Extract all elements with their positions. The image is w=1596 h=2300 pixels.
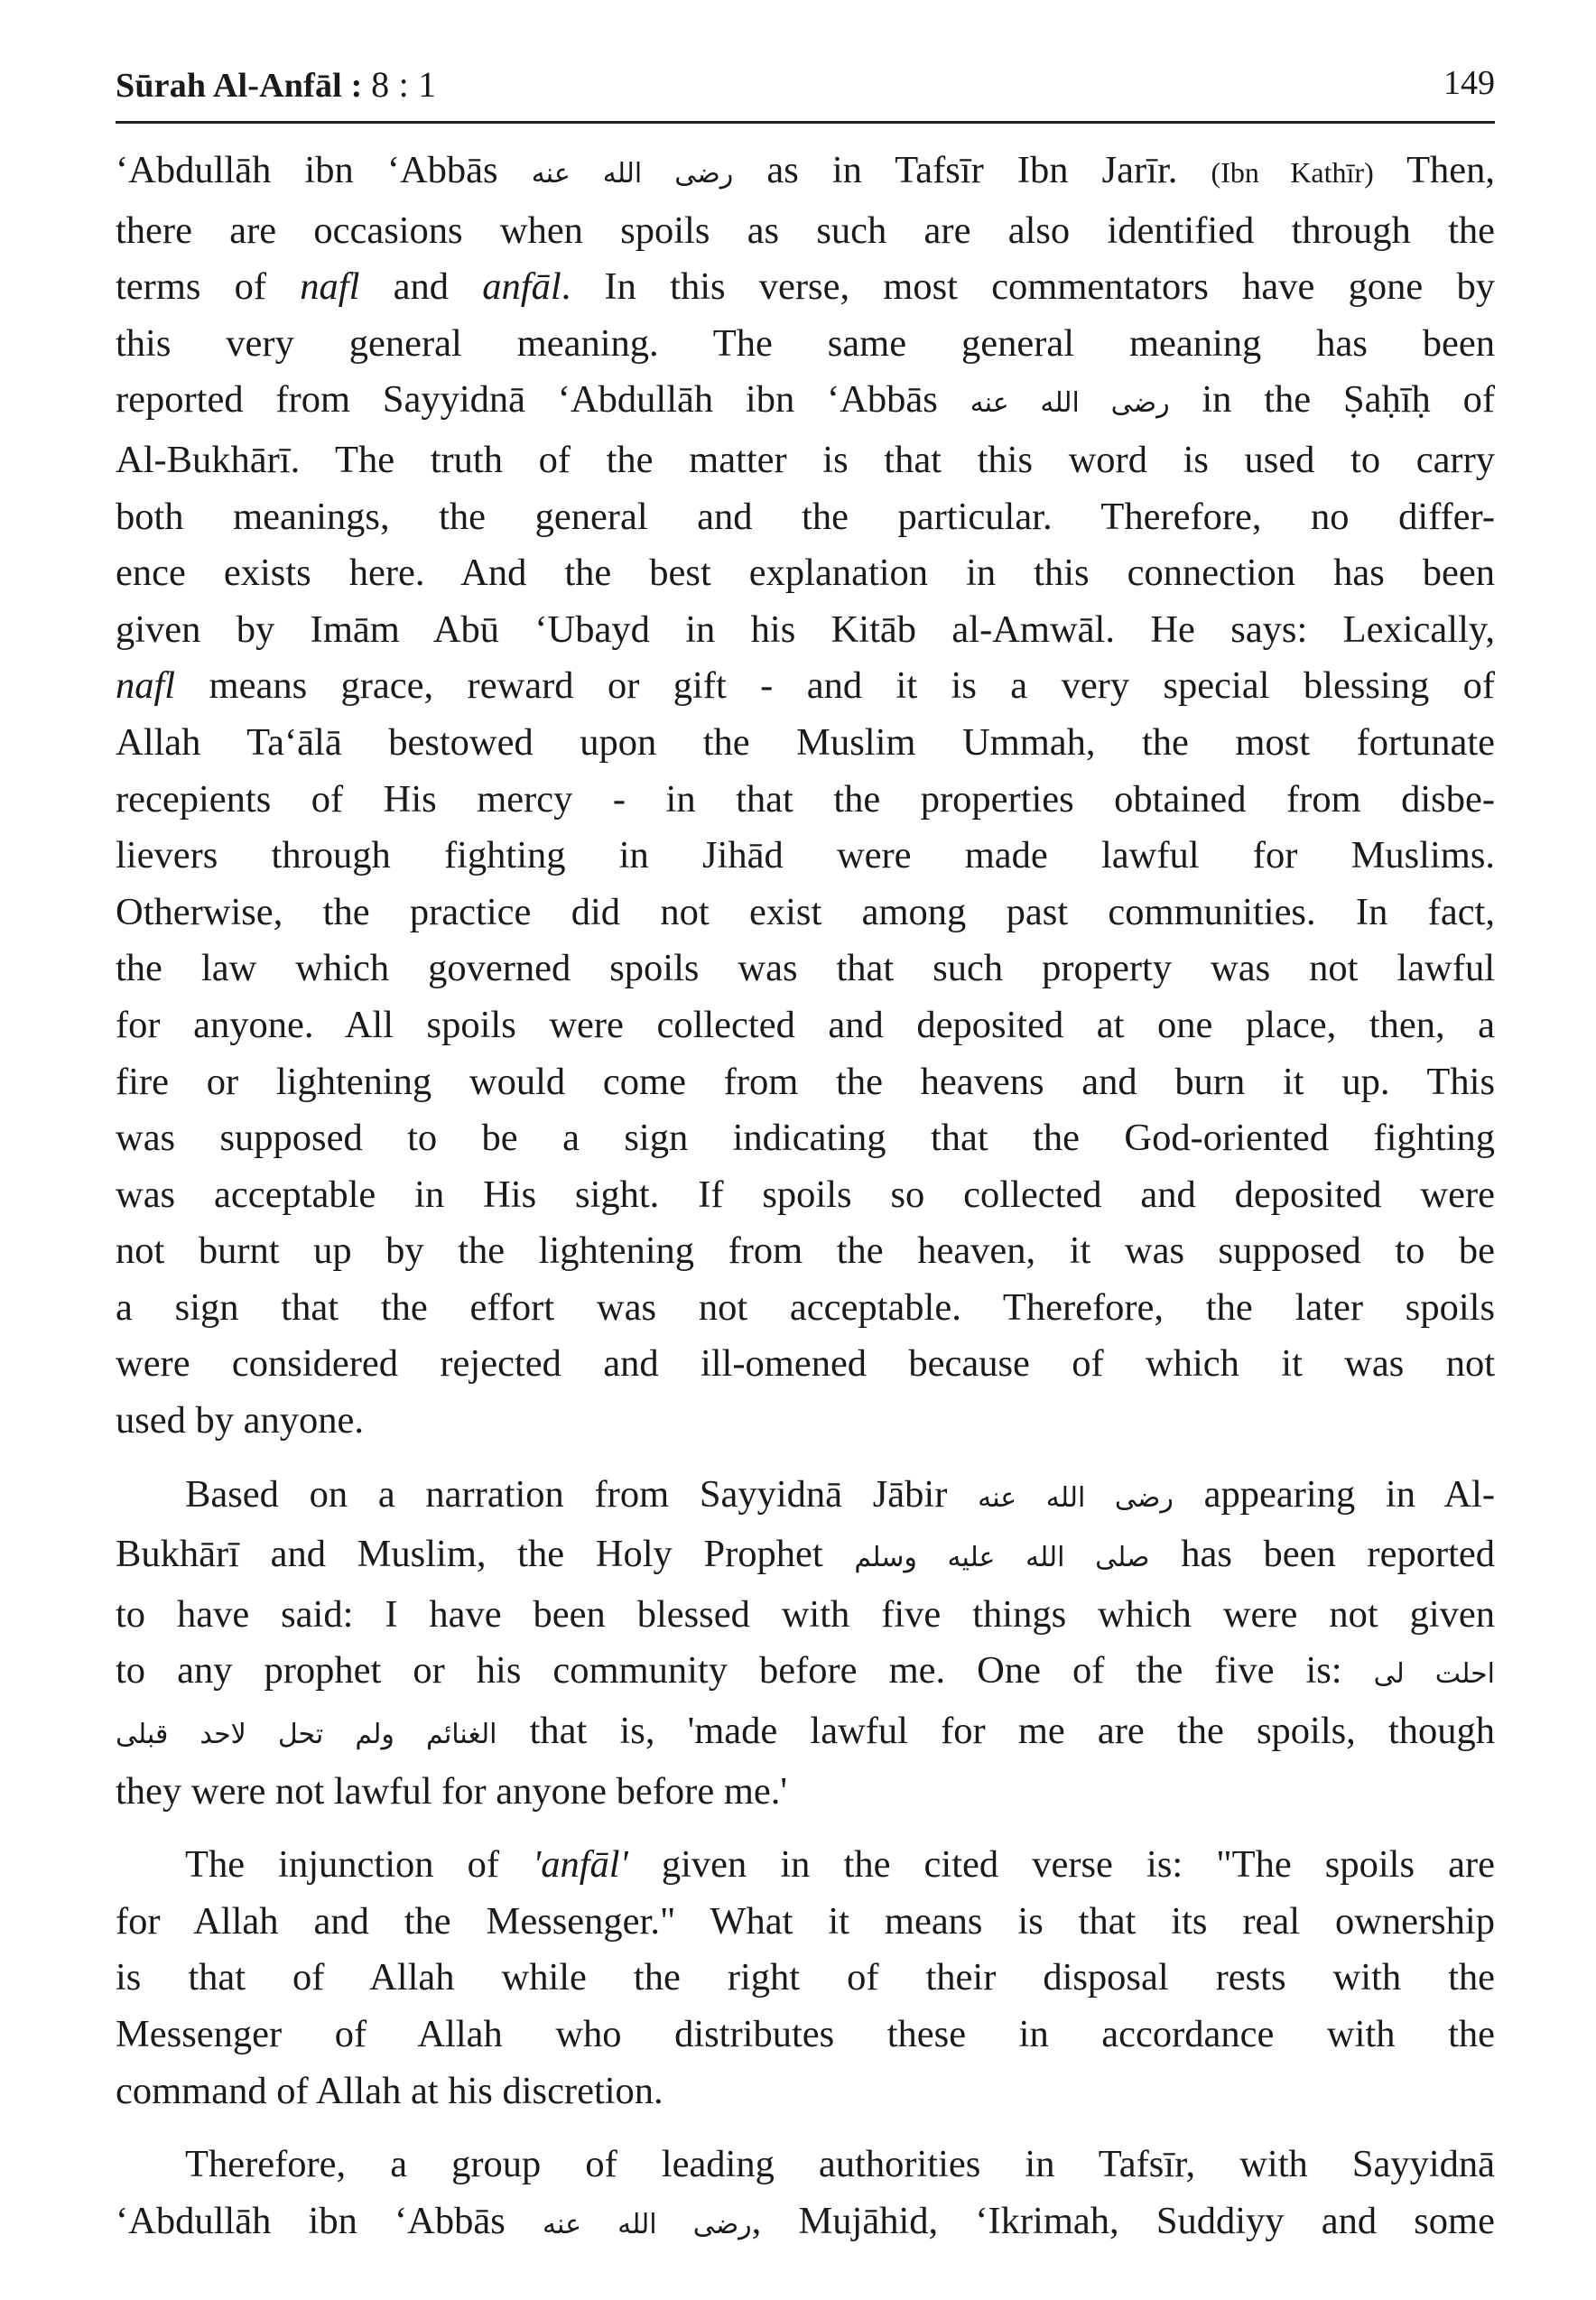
text-line: Therefore, a group of leading authorities in Tafsīr, with Sayyidnā <box>185 2143 1495 2186</box>
text-line: were considered rejected and ill-omened because of which it was not <box>116 1342 1495 1386</box>
text-line: Bukhārī and Muslim, the Holy Prophet صلى الله عليه وسلم has been reported <box>116 1533 1495 1576</box>
paragraph-4 <box>116 2137 1495 2253</box>
chapter-title <box>116 63 436 106</box>
text-line: terms of nafl and anfāl. In this verse, most commentators have gone by <box>116 265 1495 309</box>
arabic-salutation: صلى الله عليه وسلم <box>854 1542 1150 1574</box>
arabic-honorific: رضى الله عنه <box>970 387 1170 420</box>
text-line: this very general meaning. The same general meaning has been <box>116 321 1495 365</box>
text-line: Otherwise, the practice did not exist among past communities. In fact, <box>116 890 1495 933</box>
paragraph-3 <box>116 1837 1495 2119</box>
text-line: command of Allah at his discretion. <box>116 2069 663 2112</box>
text-line: given by Imām Abū ‘Ubayd in his Kitāb al-Amwāl. He says: Lexically, <box>116 607 1495 651</box>
paragraph-1 <box>116 143 1495 1450</box>
text-line: ence exists here. And the best explanation in this connection has been <box>116 552 1495 595</box>
paragraph-2 <box>116 1467 1495 1821</box>
text-line: not burnt up by the lightening from the heaven, it was supposed to be <box>116 1229 1495 1273</box>
text-line: nafl means grace, reward or gift - and it is a very special blessing of <box>116 664 1495 708</box>
text-line: a sign that the effort was not acceptable. Therefore, the later spoils <box>116 1285 1495 1329</box>
text-line: Allah Ta‘ālā bestowed upon the Muslim Ummah, the most fortunate <box>116 720 1495 764</box>
arabic-hadith-text: الغنائم ولم تحل لاحد قبلى <box>116 1719 497 1751</box>
arabic-hadith-text: احلت لى <box>1373 1658 1495 1691</box>
text-line: was supposed to be a sign indicating that the God-oriented fighting <box>116 1117 1495 1160</box>
citation: (Ibn Kathīr) <box>1211 156 1374 189</box>
text-line: Messenger of Allah who distributes these in accordance with the <box>116 2013 1495 2055</box>
arabic-honorific: رضى الله عنه <box>978 1481 1174 1514</box>
text-line: The injunction of 'anfāl' given in the cited verse is: "The spoils are <box>185 1843 1495 1887</box>
text-line: used by anyone. <box>116 1399 365 1442</box>
text-line: for Allah and the Messenger." What it means is that its real ownership <box>116 1899 1495 1943</box>
text-line: to any prophet or his community before me. One of the five is: احلت لى <box>116 1649 1495 1693</box>
text-line: was acceptable in His sight. If spoils so collected and deposited were <box>116 1173 1495 1216</box>
text-line: Al-Bukhārī. The truth of the matter is that this word is used to carry <box>116 438 1495 481</box>
text-line: to have said: I have been blessed with five things which were not given <box>116 1592 1495 1636</box>
text-line: there are occasions when spoils as such are also identified through the <box>116 209 1495 252</box>
text-line: fire or lightening would come from the heavens and burn it up. This <box>116 1060 1495 1103</box>
surah-name: Sūrah Al-Anfāl : <box>116 67 363 105</box>
text-line: the law which governed spoils was that such property was not lawful <box>116 947 1495 990</box>
text-line: both meanings, the general and the particular. Therefore, no differ- <box>116 495 1495 538</box>
text-line: الغنائم ولم تحل لاحد قبلى that is, 'made lawful for me are the spoils, though <box>116 1710 1495 1753</box>
page-number: 149 <box>1443 64 1495 102</box>
arabic-honorific: رضى الله عنه <box>542 2208 752 2240</box>
text-line: they were not lawful for anyone before me.' <box>116 1769 788 1813</box>
verse-reference: 8 : 1 <box>371 64 437 105</box>
text-line: for anyone. All spoils were collected and deposited at one place, then, a <box>116 1003 1495 1046</box>
text-line: is that of Allah while the right of their disposal rests with the <box>116 1956 1495 1999</box>
text-line: recepients of His mercy - in that the properties obtained from disbe- <box>116 777 1495 821</box>
running-header <box>116 58 1495 124</box>
text-line: ‘Abdullāh ibn ‘Abbās رضى الله عنه, Mujāhid, ‘Ikrimah, Suddiyy and some <box>116 2199 1495 2242</box>
arabic-honorific: رضى الله عنه <box>531 158 734 190</box>
text-line: Based on a narration from Sayyidnā Jābir رضى الله عنه appearing in Al- <box>185 1472 1495 1516</box>
text-line: reported from Sayyidnā ‘Abdullāh ibn ‘Abbās رضى الله عنه in the Ṣaḥīḥ of <box>116 378 1495 422</box>
text-line: lievers through fighting in Jihād were made lawful for Muslims. <box>116 834 1495 877</box>
body-text <box>116 143 1495 2253</box>
text-line: ‘Abdullāh ibn ‘Abbās رضى الله عنه as in Tafsīr Ibn Jarīr. (Ibn Kathīr) Then, <box>116 149 1495 191</box>
